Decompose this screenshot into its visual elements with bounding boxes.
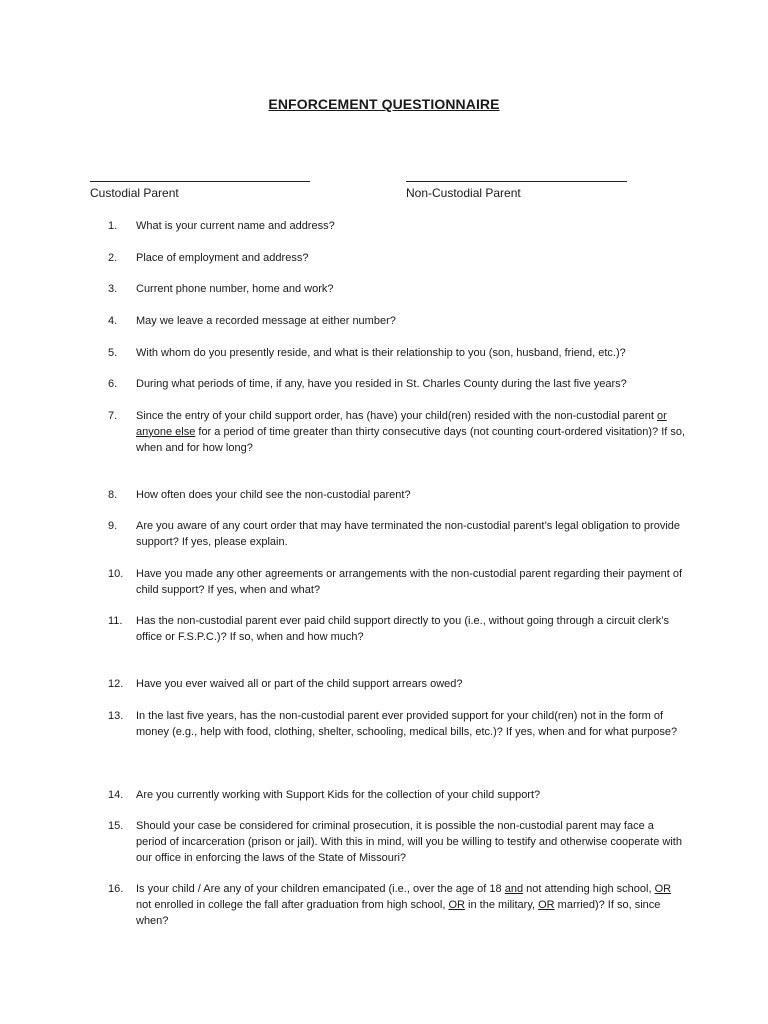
underlined-word: and [504, 883, 524, 895]
question-text: Should your case be considered for criminal prosecution, it is possible the non-custodial parent may face a period of incarceration (prison or jail). With this in mind, will you be willing to testify and otherwise cooperate with our office in enforcing the laws of the State of Missouri? [136, 820, 682, 864]
question-text: Has the non-custodial parent ever paid child support directly to you (i.e., without going through a circuit clerk’s office or F.S.P.C.)? If so, when and how much? [136, 615, 669, 643]
custodial-parent-label: Custodial Parent [90, 186, 179, 200]
question-number: 13. [108, 710, 124, 722]
question-number: 2. [108, 252, 118, 264]
noncustodial-parent-label: Non-Custodial Parent [406, 186, 521, 200]
question-text: How often does your child see the non-custodial parent? [136, 489, 411, 501]
question-number: 8. [108, 489, 118, 501]
question-number: 14. [108, 789, 124, 801]
custodial-signature-line [90, 181, 310, 182]
document-title: ENFORCEMENT QUESTIONNAIRE [268, 96, 500, 112]
question-text: What is your current name and address? [136, 220, 335, 232]
question-text: Are you aware of any court order that may have terminated the non-custodial parent’s legal obligation to provide support? If yes, please explain. [136, 520, 681, 548]
question-text: Since the entry of your child support order, has (have) your child(ren) resided with the non-custodial parent or anyone else for a period of time greater than thirty consecutive days (not counting court-ordered visitation)? If so, when and for how long? [136, 410, 686, 454]
question-text: Current phone number, home and work? [136, 283, 334, 295]
underlined-word: OR [654, 883, 672, 895]
question-text: Is your child / Are any of your children emancipated (i.e., over the age of 18 and not attending high school, OR not enrolled in college the fall after graduation from high school, OR in the military, OR married)? If so, since when? [136, 883, 672, 927]
question-number: 1. [108, 220, 118, 232]
question-number: 7. [108, 410, 118, 422]
question-number: 3. [108, 283, 118, 295]
noncustodial-signature-line [406, 181, 627, 182]
question-number: 12. [108, 678, 124, 690]
question-text: Have you made any other agreements or arrangements with the non-custodial parent regarding their payment of child support? If yes, when and what? [136, 568, 683, 596]
question-number: 11. [108, 615, 123, 627]
underlined-word: OR [538, 898, 555, 911]
question-text: With whom do you presently reside, and what is their relationship to you (son, husband, friend, etc.)? [136, 347, 626, 359]
question-number: 10. [108, 568, 124, 580]
question-number: 15. [108, 820, 124, 832]
question-text: Are you currently working with Support Kids for the collection of your child support? [136, 789, 541, 801]
question-number: 6. [108, 378, 118, 390]
question-text: In the last five years, has the non-custodial parent ever provided support for your child(ren) not in the form of money (e.g., help with food, clothing, shelter, schooling, medical bills, etc.)? If yes, when and for what purpose? [136, 710, 678, 738]
underlined-phrase: or anyone else [136, 410, 667, 438]
question-text: Have you ever waived all or part of the child support arrears owed? [136, 678, 463, 690]
question-number: 5. [108, 347, 118, 359]
question-text: During what periods of time, if any, have you resided in St. Charles County during the last five years? [136, 378, 627, 390]
underlined-word: OR [448, 898, 465, 911]
question-number: 9. [108, 520, 118, 532]
question-text: May we leave a recorded message at either number? [136, 315, 396, 327]
question-number: 4. [108, 315, 118, 327]
question-number: 16. [108, 883, 124, 895]
question-text: Place of employment and address? [136, 252, 309, 264]
